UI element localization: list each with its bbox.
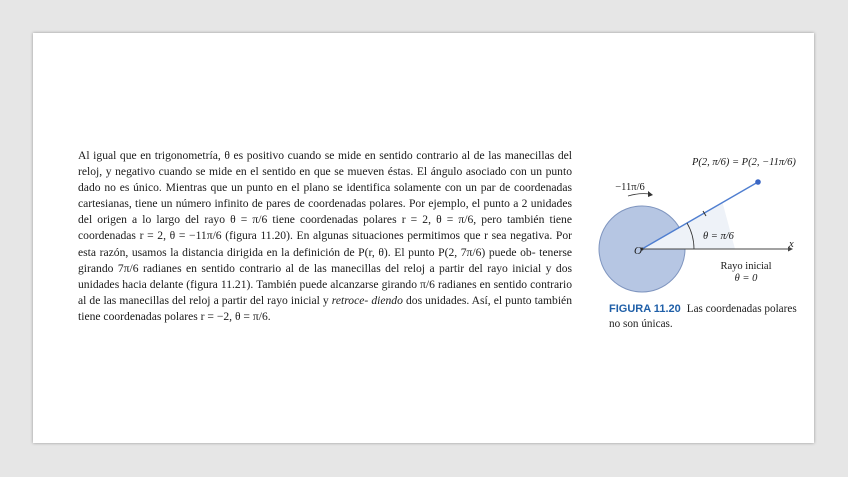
text-line: rayo inicial y dos unidades hacia delante (figura 11.21). También puede alcanzarse girando	[78, 261, 573, 291]
text-line: θ = −11π/6 (figura 11.20). En algunas situaciones permitimos que r sea negativa. Por esta	[78, 229, 572, 259]
text-line: π/6 radianes en sentido contrario al de las manecillas del reloj a partir del rayo inicial y	[78, 277, 572, 307]
text-line: identifica solamente con un par de coordenadas cartesianas, tiene un número infinito de	[78, 181, 572, 211]
italic-word: retroce-	[331, 293, 369, 307]
origin-label: O	[634, 245, 642, 257]
neg-angle-label: −11π/6	[615, 182, 645, 193]
text-line: dos unidades. Así, el punto también tiene coordenadas polares r = −2, θ = π/6.	[78, 293, 573, 323]
text-line: rayo θ = π/6 tiene coordenadas polares r = 2, θ = π/6, pero también tiene coordenadas r = 2,	[78, 213, 573, 243]
neg-angle-arc	[628, 194, 650, 196]
text-line: tenerse girando 7π/6 radianes en sentido contrario al de las manecillas del reloj a partir del	[78, 245, 572, 275]
point-label: P(2, π/6) = P(2, −11π/6)	[692, 157, 796, 168]
body-paragraph	[78, 148, 572, 325]
italic-word: diendo	[371, 293, 403, 307]
ray-label-line1: Rayo inicial	[720, 261, 772, 272]
x-axis-label: x	[789, 239, 794, 250]
text-line: razón, usamos la distancia dirigida en la definición de P(r, θ). El punto P(2, 7π/6) puede ob-	[99, 245, 536, 259]
polar-figure	[590, 150, 800, 300]
pos-angle-label: θ = π/6	[703, 231, 734, 242]
ray-label-line2: θ = 0	[734, 273, 758, 284]
text-line: El ángulo asociado con un punto dado no es único. Mientras que un punto en el plano se	[78, 165, 572, 195]
point-marker	[755, 179, 761, 185]
figure-caption-label: FIGURA 11.20	[609, 303, 681, 315]
figure-caption	[609, 302, 799, 332]
neg-angle-arrowhead	[648, 191, 653, 197]
text-line: las manecillas del reloj, y negativo cuando se mide en el sentido en que se mueven éstas.	[78, 149, 573, 179]
text-line: pares de coordenadas polares. Por ejemplo, el punto a 2 unidades del origen a lo largo del	[78, 197, 572, 227]
text-line: Al igual que en trigonometría, θ es positivo cuando se mide en sentido contrario al de	[78, 149, 485, 162]
figure-caption-text: Las coordenadas polares no son únicas.	[609, 303, 797, 330]
